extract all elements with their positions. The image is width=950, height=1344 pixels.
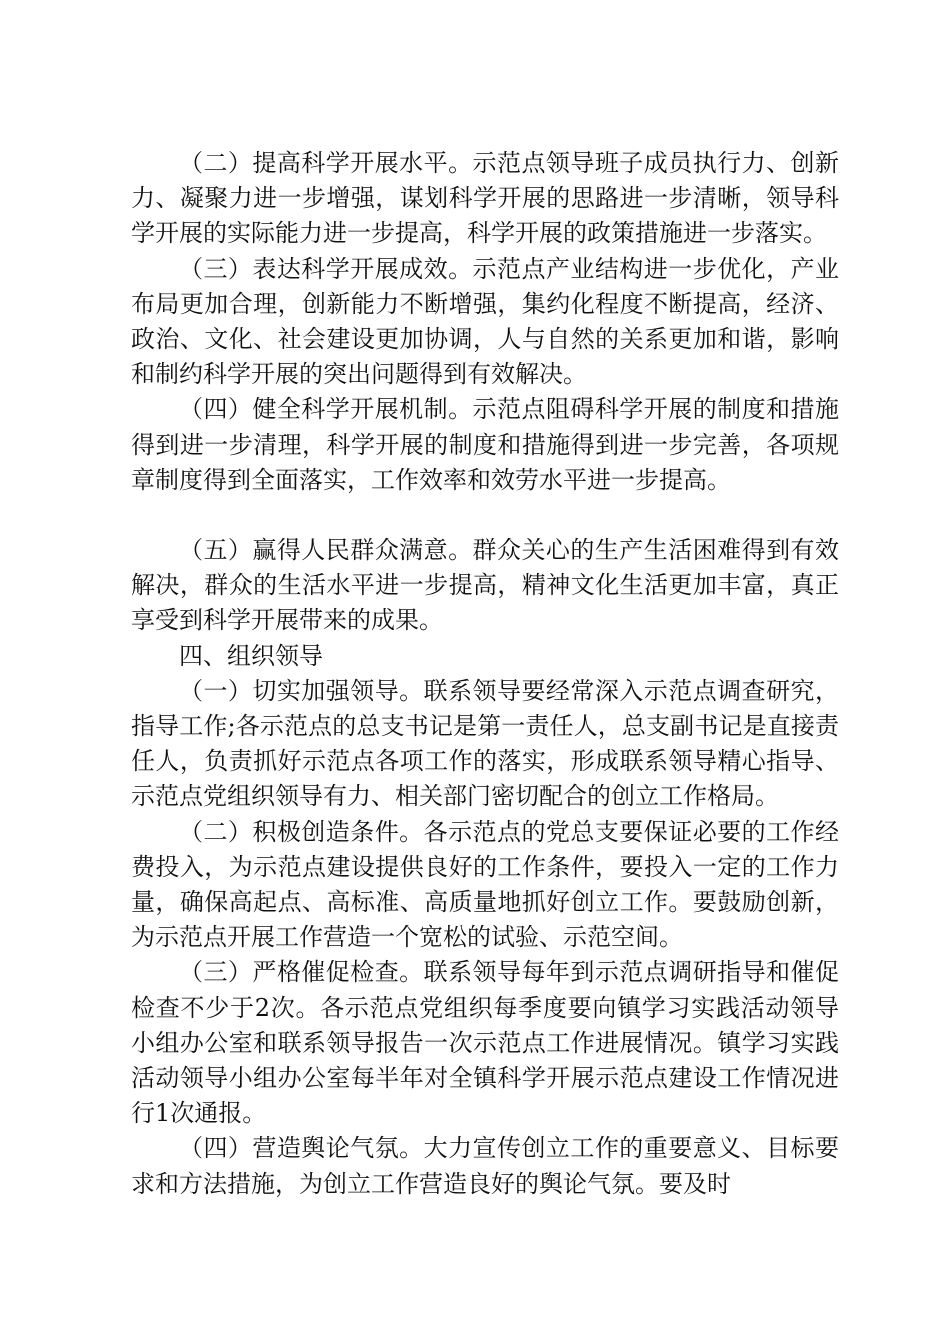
paragraph-show-results: （三）表达科学开展成效。示范点产业结构进一步优化，产业布局更加合理，创新能力不断增强，集约化程度不断提高，经济、政治、文化、社会建设更加协调，人与自然的关系更加和谐，影响和制约科学开展的突出问题得到有效解决。 (131, 254, 839, 389)
paragraph-win-satisfaction: （五）赢得人民群众满意。群众关心的生产生活困难得到有效解决，群众的生活水平进一步提高，精神文化生活更加丰富，真正享受到科学开展带来的成果。 (131, 536, 839, 635)
paragraph-supervise-inspect: （三）严格催促检查。联系领导每年到示范点调研指导和催促检查不少于2次。各示范点党组织每季度要向镇学习实践活动领导小组办公室和联系领导报告一次示范点工作进展情况。镇学习实践活动领导小组办公室每半年对全镇科学开展示范点建设工作情况进行1次通报。 (131, 958, 839, 1128)
paragraph-public-opinion: （四）营造舆论气氛。大力宣传创立工作的重要意义、目标要求和方法措施，为创立工作营造良好的舆论气氛。要及时 (131, 1134, 839, 1198)
paragraph-strengthen-leadership: （一）切实加强领导。联系领导要经常深入示范点调查研究，指导工作;各示范点的总支书记是第一责任人，总支副书记是直接责任人，负责抓好示范点各项工作的落实，形成联系领导精心指导、示范点党组织领导有力、相关部门密切配合的创立工作格局。 (131, 676, 839, 811)
document-body (131, 146, 839, 1202)
section-heading-organization: 四、组织领导 (179, 641, 323, 670)
paragraph-create-conditions: （二）积极创造条件。各示范点的党总支要保证必要的工作经费投入，为示范点建设提供良好的工作条件，要投入一定的工作力量，确保高起点、高标准、高质量地抓好创立工作。要鼓励创新，为示范点开展工作营造一个宽松的试验、示范空间。 (131, 817, 839, 952)
paragraph-improve-level: （二）提高科学开展水平。示范点领导班子成员执行力、创新力、凝聚力进一步增强，谋划科学开展的思路进一步清晰，领导科学开展的实际能力进一步提高，科学开展的政策措施进一步落实。 (131, 149, 839, 248)
paragraph-improve-mechanism: （四）健全科学开展机制。示范点阻碍科学开展的制度和措施得到进一步清理，科学开展的制度和措施得到进一步完善，各项规章制度得到全面落实，工作效率和效劳水平进一步提高。 (131, 395, 839, 494)
